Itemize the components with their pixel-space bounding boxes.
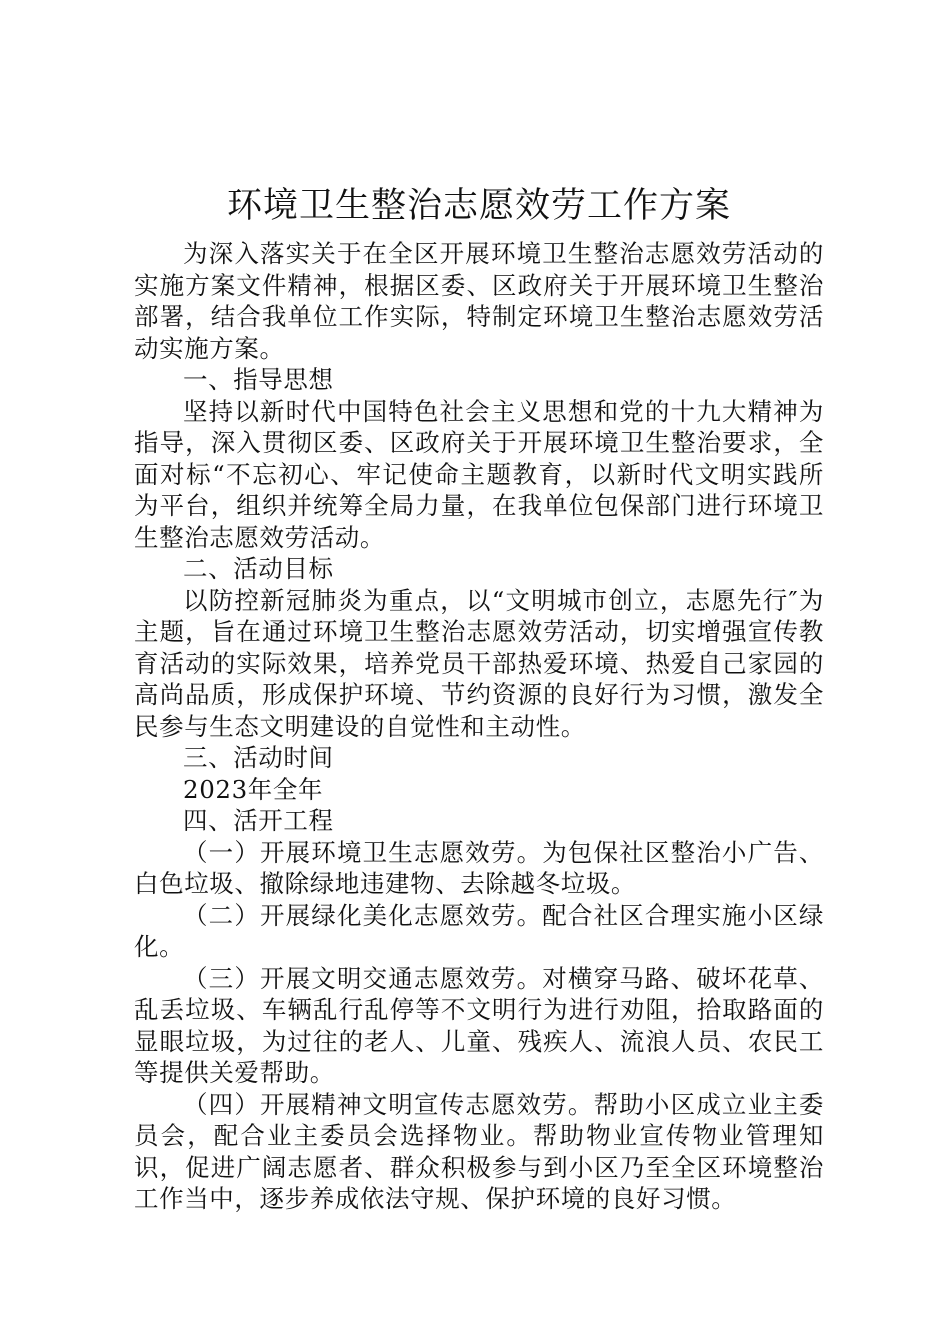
guiding-ideology-paragraph: 坚持以新时代中国特色社会主义思想和党的十九大精神为指导，深入贯彻区委、区政府关于开展环境卫生整治要求，全面对标“不忘初心、牢记使命主题教育，以新时代文明实践所为平台，组织并统筹全局力量，在我单位包保部门进行环境卫生整治志愿效劳活动。 xyxy=(134,396,824,552)
project-item-2: （二）开展绿化美化志愿效劳。配合社区合理实施小区绿化。 xyxy=(134,900,824,961)
project-item-3: （三）开展文明交通志愿效劳。对横穿马路、破坏花草、乱丢垃圾、车辆乱行乱停等不文明行为进行劝阻，拾取路面的显眼垃圾，为过往的老人、儿童、残疾人、流浪人员、农民工等提供关爱帮助。 xyxy=(134,963,824,1087)
section-heading-guiding-ideology: 一、指导思想 xyxy=(183,365,334,394)
project-item-4: （四）开展精神文明宣传志愿效劳。帮助小区成立业主委员会，配合业主委员会选择物业。帮助物业宣传物业管理知识，促进广阔志愿者、群众积极参与到小区乃至全区环境整治工作当中，逐步养成依法守规、保护环境的良好习惯。 xyxy=(134,1089,824,1213)
project-item-1: （一）开展环境卫生志愿效劳。为包保社区整治小广告、白色垃圾、撤除绿地违建物、去除越冬垃圾。 xyxy=(134,837,824,898)
document-title: 环境卫生整治志愿效劳工作方案 xyxy=(226,186,731,226)
document-page xyxy=(134,180,824,1215)
activity-goal-paragraph: 以防控新冠肺炎为重点，以“文明城市创立，志愿先行″为主题，旨在通过环境卫生整治志愿效劳活动，切实增强宣传教育活动的实际效果，培养党员干部热爱环境、热爱自己家园的高尚品质，形成保护环境、节约资源的良好行为习惯，激发全民参与生态文明建设的自觉性和主动性。 xyxy=(134,585,824,741)
activity-time-paragraph: 2023年全年 xyxy=(183,774,324,804)
section-heading-activity-time: 三、活动时间 xyxy=(183,743,334,772)
section-heading-activity-projects: 四、活开工程 xyxy=(183,806,334,835)
section-heading-activity-goal: 二、活动目标 xyxy=(183,554,334,583)
intro-paragraph: 为深入落实关于在全区开展环境卫生整治志愿效劳活动的实施方案文件精神，根据区委、区政府关于开展环境卫生整治部署，结合我单位工作实际，特制定环境卫生整治志愿效劳活动实施方案。 xyxy=(134,239,824,363)
